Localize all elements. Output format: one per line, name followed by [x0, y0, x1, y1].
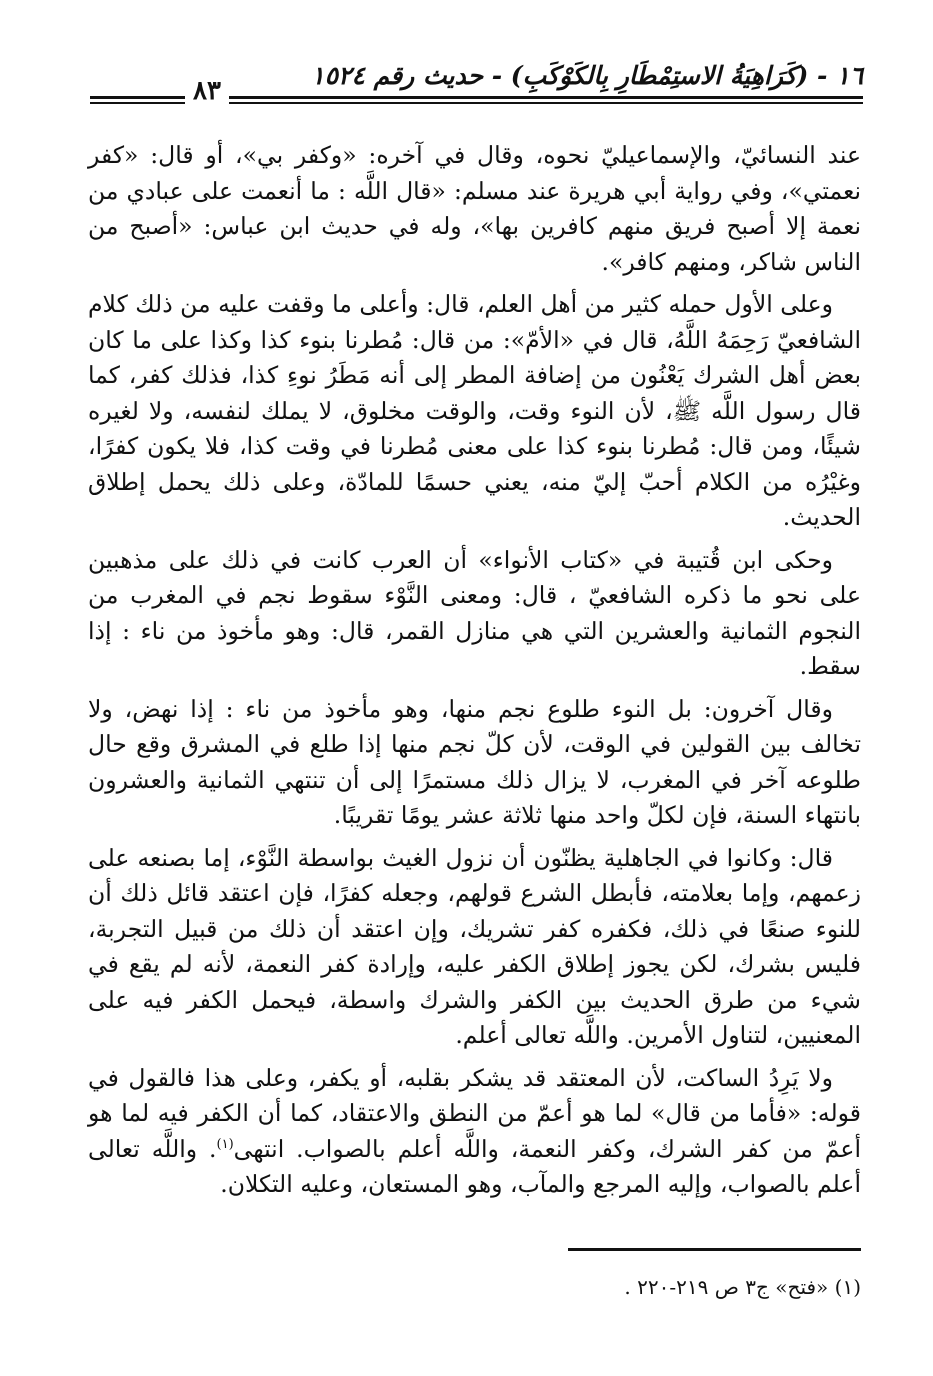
page-header	[90, 58, 863, 116]
paragraph-3: وحكى ابن قُتيبة في «كتاب الأنواء» أن العرب كانت في ذلك على مذهبين على نحو ما ذكره الشافعيّ ، قال: ومعنى النَّوْء سقوط نجم في المغرب من النجوم الثمانية والعشرين التي هي منازل القمر، قال: وهو مأخوذ من ناء : إذا سقط.	[88, 545, 861, 680]
footnote-rule	[568, 1248, 861, 1251]
paragraph-4: وقال آخرون: بل النوء طلوع نجم منها، وهو مأخوذ من ناء : إذا نهض، ولا تخالف بين القولين في الوقت، لأن كلّ نجم منها إذا طلع في المشرق وقع حال طلوعه آخر في المغرب، لا يزال ذلك مستمرًا إلى أن تنتهي الثمانية والعشرون بانتهاء السنة، فإن لكلّ واحد منها ثلاثة عشر يومًا تقريبًا.	[88, 694, 861, 829]
page-number: ٨٣	[185, 76, 229, 106]
running-title: ١٦ - (كَرَاهِيَةُ الاستِمْطَارِ بِالكَوْكَبِ) - حديث رقم ١٥٢٤	[311, 61, 863, 90]
paragraph-1: عند النسائيّ، والإسماعيليّ نحوه، وقال في آخره: «وكفر بي»، أو قال: «كفر نعمتي»، وفي رواية أبي هريرة عند مسلم: «قال اللَّه : ما أنعمت على عبادي من نعمة إلا أصبح فريق منهم كافرين بها»، وله في حديث ابن عباس: «أصبح من الناس شاكر، ومنهم كافر».	[88, 141, 861, 276]
footnote: (١) «فتح» ج٣ ص ٢١٩-٢٢٠ .	[624, 1275, 861, 1299]
closing-phrase: . واللَّه تعالى أعلم	[88, 1134, 861, 1198]
paragraph-6-text: ولا يَرِدُ الساكت، لأن المعتقد قد يشكر بقلبه، أو يكفر، وعلى هذا فالقول في قوله: «فأما من قال» لما هو أعمّ من النطق والاعتقاد، كما أن الكفر فيه لما هو أعمّ من كفر الشرك، وكفر النعمة، واللَّه أعلم بالصواب. انتهى	[88, 1063, 861, 1163]
paragraph-5: قال: وكانوا في الجاهلية يظنّون أن نزول الغيث بواسطة النَّوْء، إما بصنعه على زعمهم، وإما بعلامته، فأبطل الشرع قولهم، وجعله كفرًا، فإن اعتقد قائل ذلك أن للنوء صنعًا في ذلك، فكفره كفر تشريك، وإن اعتقد أن ذلك من قبيل التجربة، فليس بشرك، لكن يجوز إطلاق الكفر عليه، وإرادة كفر النعمة، لأنه لم يقع في شيء من طرق الحديث بين الكفر والشرك واسطة، فيحمل الكفر فيه على المعنيين، لتناول الأمرين. واللَّه تعالى أعلم.	[88, 843, 861, 1049]
paragraph-2: وعلى الأول حمله كثير من أهل العلم، قال: وأعلى ما وقفت عليه من ذلك كلام الشافعيّ رَحِمَهُ اللَّهُ، قال في «الأمّ»: من قال: مُطرنا بنوء كذا وكذا على ما كان بعض أهل الشرك يَعْنُون من إضافة المطر إلى أنه مَطَرُ نوءِ كذا، فذلك كفر، كما قال رسول اللَّه ﷺ، لأن النوء وقت، والوقت مخلوق، لا يملك لنفسه، ولا لغيره شيئًا، ومن قال: مُطرنا بنوء كذا على معنى مُطرنا في وقت كذا، فلا يكون كفرًا، وغيْرُه من الكلام أحبّ إليّ منه، يعني حسمًا للمادّة، وعلى ذلك يحمل إطلاق الحديث.	[88, 290, 861, 531]
body-text	[88, 138, 861, 1210]
footnote-reference: (١)	[216, 1136, 234, 1152]
paragraph-6	[88, 1061, 861, 1203]
paragraph-6-end: بالصواب، وإليه المرجع والمآب، وهو المستعان، وعليه التكلان.	[220, 1170, 810, 1198]
